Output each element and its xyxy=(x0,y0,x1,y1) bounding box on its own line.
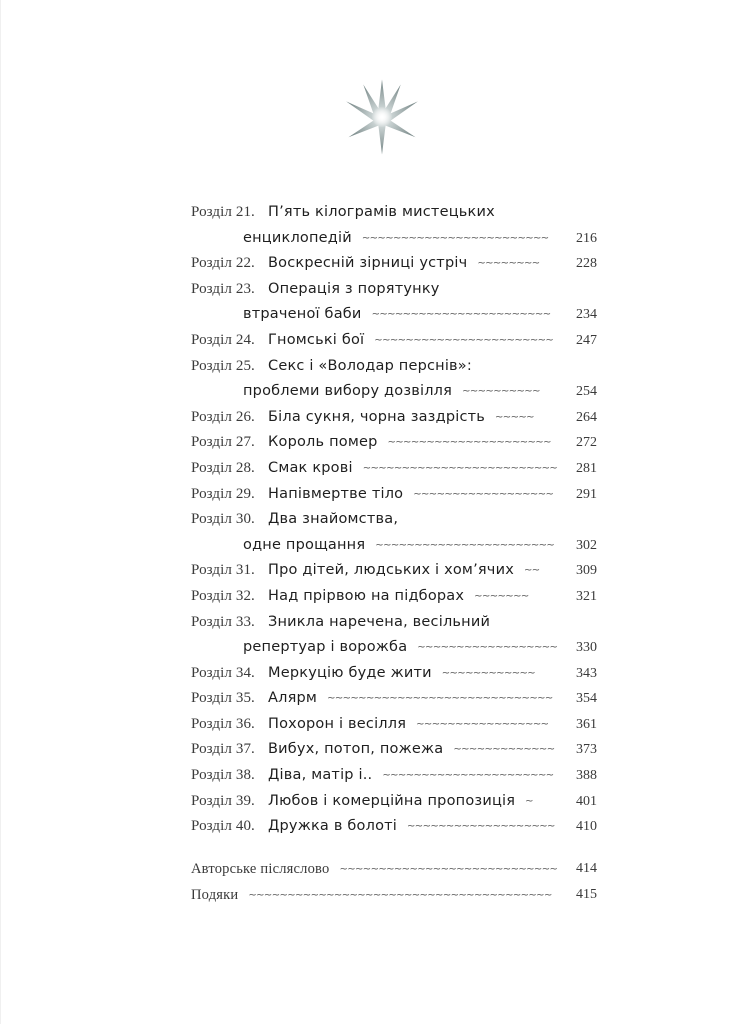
page-number: 247 xyxy=(576,332,597,348)
dot-leader: ~~~~~~~~~~~~~~~~~ xyxy=(416,718,549,730)
dot-leader: ~~~~~~~~~~~~~~~~~~~~~~~~~~~~~~~~~~~~~~~ xyxy=(248,890,552,901)
page-number: 281 xyxy=(576,460,597,476)
dot-leader: ~~~~~~~~~~~~~~~~~~~~~~~~~ xyxy=(362,462,558,474)
entry-title-text: втраченої баби xyxy=(243,306,362,323)
entry-title-text: одне прощання xyxy=(243,536,366,553)
page-number: 321 xyxy=(576,588,597,604)
chapter-label: Розділ 25. xyxy=(191,357,255,374)
chapter-title xyxy=(268,277,440,303)
chapter-title xyxy=(268,686,553,712)
toc-entry[interactable] xyxy=(191,712,601,738)
back-matter xyxy=(191,856,601,908)
chapter-label: Розділ 33. xyxy=(191,613,255,630)
chapter-title xyxy=(268,251,540,277)
entry-title-text: Меркуцію буде жити xyxy=(268,664,432,681)
page-number: 234 xyxy=(576,307,597,323)
chapter-title xyxy=(268,789,533,815)
page-number: 228 xyxy=(576,256,597,272)
dot-leader: ~~~~~ xyxy=(495,411,534,423)
page-number: 414 xyxy=(576,861,597,876)
toc-entry[interactable] xyxy=(191,661,601,687)
toc-entry[interactable] xyxy=(191,814,601,840)
toc-entry-continuation[interactable] xyxy=(191,302,601,328)
entry-title-text: Авторське післяслово xyxy=(191,861,330,877)
entry-title-text: Про дітей, людських і хом’ячих xyxy=(268,562,514,579)
chapter-label: Розділ 39. xyxy=(191,792,255,809)
dot-leader: ~~~~~~~~~~~~~~~~~~~~~~~~ xyxy=(361,232,549,244)
chapter-label: Розділ 40. xyxy=(191,818,255,835)
back-matter-entry[interactable] xyxy=(191,856,601,882)
toc-entry[interactable] xyxy=(191,405,601,431)
toc-entry-continuation[interactable] xyxy=(191,533,601,559)
entry-title-text: енциклопедій xyxy=(243,229,352,246)
entry-title-text: Дружка в болоті xyxy=(268,818,398,835)
toc-entry[interactable] xyxy=(191,558,601,584)
page-number: 330 xyxy=(576,640,597,656)
chapter-title xyxy=(268,584,529,610)
toc-entry[interactable] xyxy=(191,328,601,354)
dot-leader: ~~~~~~~~~~~~~~~~~~~~~~~~~~~~~ xyxy=(327,693,553,705)
page-number: 354 xyxy=(576,691,597,707)
entry-title-text: Біла сукня, чорна заздрість xyxy=(268,408,486,425)
dot-leader: ~~~~~~~~~~~~~~~~~~~~~ xyxy=(387,437,551,449)
page-number: 291 xyxy=(576,486,597,502)
toc-entry[interactable] xyxy=(191,507,601,533)
chapter-title xyxy=(268,456,557,482)
toc-entry[interactable] xyxy=(191,456,601,482)
toc-entry[interactable] xyxy=(191,789,601,815)
chapter-label: Розділ 28. xyxy=(191,459,255,476)
chapter-title xyxy=(268,610,490,636)
chapter-label: Розділ 35. xyxy=(191,690,255,707)
dot-leader: ~~~~~~~~~~ xyxy=(462,386,540,398)
chapter-title xyxy=(268,507,398,533)
toc-entry[interactable] xyxy=(191,251,601,277)
dot-leader: ~~~~~~~~~~~~~~~~~~~~~~~ xyxy=(375,539,555,551)
toc-entry[interactable] xyxy=(191,610,601,636)
toc-entry[interactable] xyxy=(191,277,601,303)
toc-entry[interactable] xyxy=(191,686,601,712)
toc-entry-continuation[interactable] xyxy=(191,226,601,252)
chapter-title xyxy=(268,328,553,354)
chapter-label: Розділ 30. xyxy=(191,511,255,528)
chapter-title xyxy=(268,405,534,431)
chapter-label: Розділ 23. xyxy=(191,280,255,297)
chapter-label: Розділ 36. xyxy=(191,715,255,732)
entry-title-text: Смак крові xyxy=(268,459,353,476)
toc-entry[interactable] xyxy=(191,482,601,508)
back-matter-title xyxy=(191,882,552,909)
page-number: 415 xyxy=(576,887,597,902)
chapter-title xyxy=(268,661,535,687)
chapter-label: Розділ 29. xyxy=(191,485,255,502)
chapter-title xyxy=(268,482,553,508)
chapter-label: Розділ 34. xyxy=(191,664,255,681)
entry-title-text: Два знайомства, xyxy=(268,511,399,528)
page-number: 309 xyxy=(576,563,597,579)
entry-title-text: Секс і «Володар перснів»: xyxy=(268,357,472,374)
chapter-label: Розділ 27. xyxy=(191,434,255,451)
chapter-title-continuation xyxy=(243,379,540,405)
page-number: 264 xyxy=(576,409,597,425)
page-number: 216 xyxy=(576,230,597,246)
entry-title-text: Подяки xyxy=(191,887,239,903)
page-number: 373 xyxy=(576,742,597,758)
dot-leader: ~~~~~~~~~~~~~ xyxy=(453,744,555,756)
chapter-label: Розділ 26. xyxy=(191,408,255,425)
dot-leader: ~~~~~~~~~~~~~~~~~~~~~~~ xyxy=(374,334,554,346)
chapter-title xyxy=(268,737,555,763)
chapter-title xyxy=(268,712,548,738)
dot-leader: ~~~~~~~~~~~~ xyxy=(441,667,536,679)
entry-title-text: Похорон і весілля xyxy=(268,715,407,732)
toc-entry[interactable] xyxy=(191,354,601,380)
toc-entry[interactable] xyxy=(191,737,601,763)
toc-entry[interactable] xyxy=(191,430,601,456)
chapter-title xyxy=(268,354,472,380)
page-number: 401 xyxy=(576,793,597,809)
chapter-title-continuation xyxy=(243,635,557,661)
chapter-label: Розділ 31. xyxy=(191,562,255,579)
chapter-title xyxy=(268,200,495,226)
entry-title-text: Любов і комерційна пропозиція xyxy=(268,792,516,809)
toc-entry[interactable] xyxy=(191,200,601,226)
page-number: 343 xyxy=(576,665,597,681)
page-number: 388 xyxy=(576,768,597,784)
page-number: 302 xyxy=(576,537,597,553)
dot-leader: ~~~~~~~~~~~~~~~~~~~~~~~~~~~~ xyxy=(339,864,558,875)
back-matter-title xyxy=(191,856,557,883)
entry-title-text: Над прірвою на підборах xyxy=(268,587,465,604)
page-number: 272 xyxy=(576,435,597,451)
chapter-title-continuation xyxy=(243,533,554,559)
dot-leader: ~~~~~~~~ xyxy=(477,258,540,270)
entry-title-text: Операція з порятунку xyxy=(268,280,440,297)
chapter-title xyxy=(268,430,551,456)
dot-leader: ~~~~~~~~~~~~~~~~~~ xyxy=(417,642,558,654)
chapter-label: Розділ 22. xyxy=(191,255,255,272)
star-ornament-icon xyxy=(343,78,421,156)
dot-leader: ~~~~~~~~~~~~~~~~~~~~~~~ xyxy=(371,309,551,321)
toc-entry[interactable] xyxy=(191,584,601,610)
chapter-title xyxy=(268,763,554,789)
dot-leader: ~~ xyxy=(523,565,540,577)
entry-title-text: Діва, матір і.. xyxy=(268,767,373,784)
entry-title-text: репертуар і ворожба xyxy=(243,639,408,656)
entry-title-text: П’ять кілограмів мистецьких xyxy=(268,204,495,220)
entry-title-text: Гномські бої xyxy=(268,331,365,348)
chapter-label: Розділ 32. xyxy=(191,587,255,604)
dot-leader: ~~~~~~~ xyxy=(474,590,529,602)
dot-leader: ~~~~~~~~~~~~~~~~~~~~~~ xyxy=(382,770,554,782)
page-number: 254 xyxy=(576,384,597,400)
entry-title-text: Король помер xyxy=(268,434,378,451)
chapter-title-continuation xyxy=(243,226,549,252)
entry-title-text: Зникла наречена, весільний xyxy=(268,613,491,630)
toc-entry[interactable] xyxy=(191,763,601,789)
chapter-label: Розділ 38. xyxy=(191,767,255,784)
entry-title-text: Вибух, потоп, пожежа xyxy=(268,741,444,758)
entry-title-text: Воскресній зірниці устріч xyxy=(268,255,468,272)
chapter-title xyxy=(268,814,555,840)
chapter-label: Розділ 37. xyxy=(191,741,255,758)
dot-leader: ~~~~~~~~~~~~~~~~~~~ xyxy=(407,821,555,833)
entry-title-text: проблеми вибору дозвілля xyxy=(243,383,453,400)
entry-title-text: Напівмертве тіло xyxy=(268,485,404,502)
page-number: 361 xyxy=(576,716,597,732)
entry-title-text: Алярм xyxy=(268,690,318,707)
toc-entry-continuation[interactable] xyxy=(191,635,601,661)
table-of-contents xyxy=(191,200,601,840)
chapter-title-continuation xyxy=(243,302,550,328)
chapter-title xyxy=(268,558,540,584)
back-matter-entry[interactable] xyxy=(191,882,601,908)
dot-leader: ~ xyxy=(525,795,533,807)
chapter-label: Розділ 24. xyxy=(191,331,255,348)
page-number: 410 xyxy=(576,819,597,835)
chapter-label: Розділ 21. xyxy=(191,204,255,220)
dot-leader: ~~~~~~~~~~~~~~~~~~ xyxy=(413,488,554,500)
toc-entry-continuation[interactable] xyxy=(191,379,601,405)
